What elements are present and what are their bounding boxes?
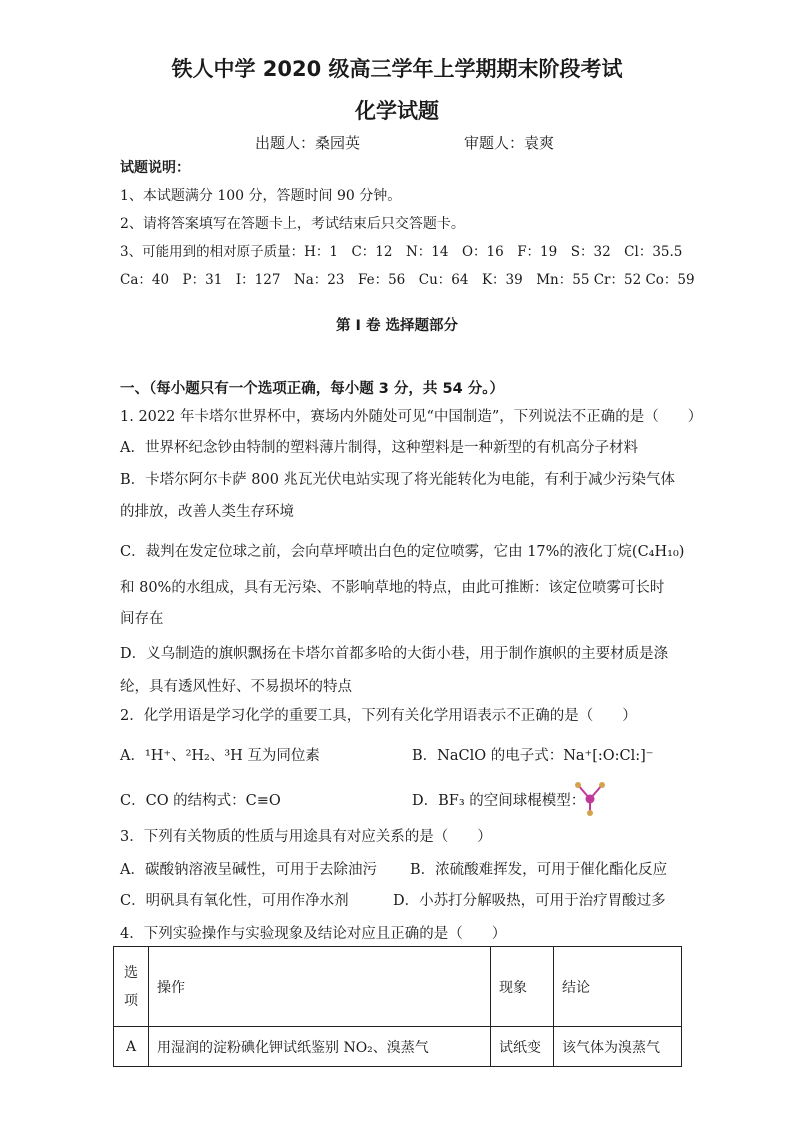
question-setter: 出题人：桑园英 [255, 134, 361, 152]
question-1-option-b: B．卡塔尔阿尔卡萨 800 兆瓦光伏电站实现了将光能转化为电能，有利于减少污染气体 [120, 472, 676, 488]
section-title: 第 I 卷 选择题部分 [335, 318, 459, 334]
instruction-item: Ca：40 P：31 I：127 Na：23 Fe：56 Cu：64 K：39 Mn：55 Cr：52 Co：59 [120, 272, 695, 288]
question-4-table [113, 946, 682, 1067]
question-reviewer: 审题人：袁爽 [464, 134, 555, 152]
question-1-option-c-cont2: 间存在 [120, 611, 164, 627]
question-4-stem: 4．下列实验操作与实验现象及结论对应且正确的是（ ） [120, 926, 507, 942]
question-3-stem: 3．下列有关物质的性质与用途具有对应关系的是（ ） [120, 829, 492, 845]
question-2-option-b: B．NaClO 的电子式：Na⁺[:O:Cl:]⁻ [412, 748, 654, 764]
question-3-option-c: C．明矾具有氧化性，可用作净水剂 [120, 893, 349, 909]
table-header-cell: 现象 [491, 947, 554, 1027]
table-header-cell: 结论 [554, 947, 682, 1027]
exam-subtitle: 化学试题 [355, 99, 439, 123]
question-3-option-d: D．小苏打分解吸热，可用于治疗胃酸过多 [393, 893, 666, 909]
instructions-heading: 试题说明： [120, 160, 190, 176]
question-1-option-d: D．义乌制造的旗帜飘扬在卡塔尔首都多哈的大街小巷，用于制作旗帜的主要材质是涤 [120, 646, 669, 662]
question-1-option-b-cont: 的排放，改善人类生存环境 [120, 504, 294, 520]
instruction-item: 3、可能用到的相对原子质量：H：1 C：12 N：14 O：16 F：19 S：32 Cl：35.5 [120, 244, 683, 260]
part-heading: 一、（每小题只有一个选项正确，每小题 3 分，共 54 分。） [120, 381, 504, 397]
question-1-option-a: A．世界杯纪念钞由特制的塑料薄片制得，这种塑料是一种新型的有机高分子材料 [120, 440, 638, 456]
table-cell: 用湿润的淀粉碘化钾试纸鉴别 NO₂、溴蒸气 [149, 1027, 491, 1067]
question-3-option-b: B．浓硫酸难挥发，可用于催化酯化反应 [410, 862, 668, 878]
question-1-option-d-cont: 纶，具有透风性好、不易损坏的特点 [120, 679, 352, 695]
question-1-option-c-cont: 和 80%的水组成，具有无污染、不影响草地的特点，由此可推断：该定位喷雾可长时 [120, 580, 665, 596]
table-header-cell: 选项 [114, 947, 149, 1027]
instruction-item: 1、本试题满分 100 分，答题时间 90 分钟。 [120, 188, 402, 204]
bf3-model-icon [573, 781, 607, 817]
question-2-option-d: D．BF₃ 的空间球棍模型： [412, 793, 586, 809]
table-header-cell: 操作 [149, 947, 491, 1027]
question-3-option-a: A．碳酸钠溶液呈碱性，可用于去除油污 [120, 862, 377, 878]
question-1-stem: 1. 2022 年卡塔尔世界杯中，赛场内外随处可见“中国制造”，下列说法不正确的是（ ） [120, 409, 703, 425]
question-2-option-a: A．¹H⁺、²H₂、³H 互为同位素 [120, 748, 320, 764]
table-row [114, 1027, 682, 1067]
question-1-option-c: C．裁判在发定位球之前，会向草坪喷出白色的定位喷雾，它由 17%的液化丁烷(C₄H₁₀) [120, 544, 685, 560]
table-cell: 该气体为溴蒸气 [554, 1027, 682, 1067]
instruction-item: 2、请将答案填写在答题卡上，考试结束后只交答题卡。 [120, 216, 465, 232]
table-header-row [114, 947, 682, 1027]
question-2-option-c: C．CO 的结构式：C≡O [120, 793, 281, 809]
question-2-stem: 2．化学用语是学习化学的重要工具，下列有关化学用语表示不正确的是（ ） [120, 708, 637, 724]
table-cell: 试纸变 [491, 1027, 554, 1067]
table-cell: A [114, 1027, 149, 1067]
exam-title: 铁人中学 2020 级高三学年上学期期末阶段考试 [171, 57, 623, 81]
